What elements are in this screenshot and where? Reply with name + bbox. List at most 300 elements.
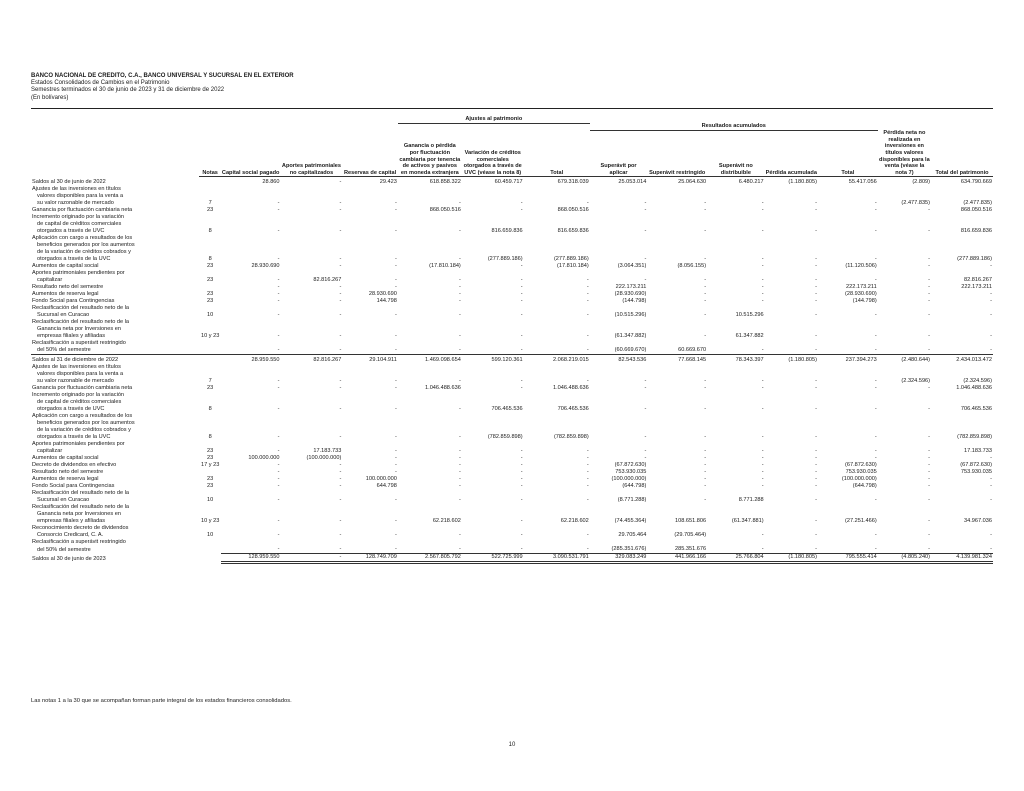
- cell-value: 644.798: [376, 483, 397, 490]
- cell-value: [931, 214, 993, 221]
- cell-value: [878, 249, 931, 256]
- cell-value: [281, 242, 343, 249]
- cell-value: [707, 364, 765, 371]
- cell-value: [878, 364, 931, 371]
- cell-value: 2.434.013.472: [931, 355, 993, 365]
- col-ganancia: Ganancia o pérdida por fluctuación cambiaria por tenencia de activos y pasivos en moneda extranjera: [398, 130, 462, 177]
- cell-value: -: [761, 378, 764, 385]
- cell-value: [524, 319, 590, 326]
- cell-value: -: [277, 277, 280, 284]
- footnote: Las notas 1 a la 30 que se acompañan forman parte integral de los estados financieros consolidados.: [31, 698, 292, 704]
- cell-value: 28.959.550: [221, 355, 281, 365]
- cell-value: [707, 504, 765, 511]
- cell-value: [931, 319, 993, 326]
- cell-value: [818, 525, 878, 532]
- cell-value: -: [990, 532, 992, 539]
- cell-value: -: [644, 385, 647, 392]
- cell-value: [342, 427, 397, 434]
- cell-value: -: [761, 263, 764, 270]
- cell-value: [590, 242, 648, 249]
- cell-value: -: [277, 385, 280, 392]
- cell-value: [281, 193, 343, 200]
- cell-value: -: [707, 347, 765, 355]
- cell-value: [818, 420, 878, 427]
- cell-value: -: [761, 483, 764, 490]
- cell-value: (3.064.351): [617, 263, 647, 270]
- cell-value: -: [815, 207, 817, 214]
- cell-value: -: [524, 347, 590, 355]
- cell-value: [878, 511, 931, 518]
- row-note: 8: [208, 256, 212, 263]
- cell-value: [707, 319, 765, 326]
- cell-value: -: [586, 298, 589, 305]
- cell-value: [707, 242, 765, 249]
- row-note: [199, 525, 220, 532]
- cell-value: -: [458, 298, 461, 305]
- row-label: Ganancia por fluctuación cambiaria neta: [32, 207, 133, 214]
- cell-value: [707, 270, 765, 277]
- cell-value: (100.000.000): [306, 455, 342, 462]
- row-label: su valor razonable de mercado: [37, 378, 114, 385]
- cell-value: -: [761, 455, 764, 462]
- cell-value: [931, 371, 993, 378]
- cell-value: [765, 525, 818, 532]
- cell-value: [342, 305, 397, 312]
- cell-value: -: [990, 546, 992, 553]
- table-row: [31, 532, 993, 539]
- cell-value: -: [644, 200, 647, 207]
- row-note: 23: [207, 476, 214, 483]
- cell-value: -: [339, 228, 342, 235]
- cell-value: -: [704, 256, 707, 263]
- cell-value: 706.465.536: [491, 406, 523, 413]
- cell-value: [462, 420, 524, 427]
- cell-value: -: [339, 207, 342, 214]
- row-label: del 50% del semestre: [31, 347, 199, 355]
- cell-value: -: [394, 406, 397, 413]
- cell-value: [524, 193, 590, 200]
- cell-value: -: [761, 228, 764, 235]
- cell-value: [524, 214, 590, 221]
- cell-value: -: [281, 177, 343, 187]
- cell-value: -: [928, 385, 931, 392]
- cell-value: [707, 371, 765, 378]
- cell-value: [398, 525, 462, 532]
- cell-value: [878, 490, 931, 497]
- cell-value: [878, 326, 931, 333]
- cell-value: -: [704, 333, 707, 340]
- cell-value: 128.749.709: [342, 554, 397, 563]
- cell-value: [818, 186, 878, 193]
- cell-value: -: [928, 483, 931, 490]
- cell-value: -: [394, 312, 397, 319]
- cell-value: [524, 235, 590, 242]
- cell-value: -: [765, 347, 818, 355]
- cell-value: -: [342, 347, 397, 355]
- cell-value: [765, 340, 818, 347]
- cell-value: -: [931, 347, 993, 355]
- cell-value: -: [874, 207, 877, 214]
- table-row: [31, 448, 993, 455]
- cell-value: [878, 319, 931, 326]
- cell-value: -: [928, 497, 931, 504]
- cell-value: [590, 249, 648, 256]
- cell-value: [647, 525, 707, 532]
- cell-value: -: [586, 546, 589, 553]
- cell-value: 753.930.035: [960, 469, 992, 476]
- col-aportes: Aportes patrimoniales no capitalizados: [281, 130, 343, 177]
- cell-value: [931, 242, 993, 249]
- cell-value: -: [928, 277, 931, 284]
- row-label: Reclasificación del resultado neto de la: [32, 504, 130, 511]
- row-label: Incremento originado por la variación: [32, 392, 125, 399]
- cell-value: [342, 441, 397, 448]
- cell-value: -: [458, 532, 461, 539]
- cell-value: (67.872.630): [614, 462, 647, 469]
- cell-value: [462, 427, 524, 434]
- cell-value: [342, 326, 397, 333]
- cell-value: -: [520, 312, 523, 319]
- cell-value: -: [458, 476, 461, 483]
- cell-value: [398, 221, 462, 228]
- cell-value: (100.000.000): [611, 476, 647, 483]
- col-superavit-no-dist: Superávit no distribuible: [707, 130, 765, 177]
- cell-value: [590, 392, 648, 399]
- cell-value: (67.872.630): [845, 462, 877, 469]
- cell-value: [462, 186, 524, 193]
- cell-value: -: [644, 378, 647, 385]
- cell-value: [931, 420, 993, 427]
- cell-value: [281, 525, 343, 532]
- cell-value: -: [704, 291, 707, 298]
- cell-value: [221, 539, 281, 546]
- cell-value: [931, 249, 993, 256]
- cell-value: -: [815, 406, 817, 413]
- cell-value: [878, 193, 931, 200]
- cell-value: [281, 539, 343, 546]
- cell-value: 618.858.322: [398, 177, 462, 187]
- cell-value: [647, 235, 707, 242]
- cell-value: (74.455.364): [614, 518, 647, 525]
- cell-value: [524, 441, 590, 448]
- table-row: [31, 193, 993, 200]
- cell-value: [590, 525, 648, 532]
- cell-value: -: [586, 448, 589, 455]
- table-row: [31, 427, 993, 434]
- cell-value: -: [520, 263, 523, 270]
- table-row: [31, 200, 993, 207]
- cell-value: -: [398, 347, 462, 355]
- cell-value: [342, 490, 397, 497]
- row-label: empresas filiales y afiliadas: [37, 333, 106, 340]
- cell-value: [818, 371, 878, 378]
- cell-value: (27.251.466): [845, 518, 877, 525]
- cell-value: -: [277, 256, 280, 263]
- cell-value: -: [394, 263, 397, 270]
- cell-value: -: [339, 256, 342, 263]
- cell-value: -: [277, 333, 280, 340]
- cell-value: -: [815, 476, 817, 483]
- cell-value: [590, 305, 648, 312]
- cell-value: -: [339, 284, 342, 291]
- cell-value: [398, 235, 462, 242]
- cell-value: [765, 427, 818, 434]
- cell-value: [647, 186, 707, 193]
- cell-value: [221, 249, 281, 256]
- cell-value: (2.477.835): [963, 200, 992, 207]
- cell-value: [647, 399, 707, 406]
- cell-value: [281, 326, 343, 333]
- cell-value: 100.000.000: [248, 455, 280, 462]
- cell-value: [462, 539, 524, 546]
- row-note: 8: [208, 434, 212, 441]
- cell-value: [590, 319, 648, 326]
- cell-value: (2.477.835): [901, 200, 931, 207]
- cell-value: -: [761, 207, 764, 214]
- cell-value: [590, 539, 648, 546]
- cell-value: [524, 420, 590, 427]
- cell-value: [398, 441, 462, 448]
- cell-value: -: [586, 333, 589, 340]
- cell-value: [342, 364, 397, 371]
- cell-value: [707, 539, 765, 546]
- cell-value: 795.555.414: [818, 554, 878, 563]
- row-label: Sucursal en Curacao: [37, 497, 90, 504]
- cell-value: -: [928, 546, 931, 553]
- cell-value: 4.139.981.324: [931, 554, 993, 563]
- row-note: [199, 221, 220, 228]
- row-note: 23: [207, 298, 214, 305]
- cell-value: [647, 340, 707, 347]
- cell-value: (29.705.464): [674, 532, 707, 539]
- cell-value: -: [644, 256, 647, 263]
- table-row: [31, 221, 993, 228]
- table-row: [31, 476, 993, 483]
- cell-value: [281, 221, 343, 228]
- cell-value: (2.324.596): [901, 378, 931, 385]
- cell-value: -: [458, 483, 461, 490]
- cell-value: -: [928, 455, 931, 462]
- cell-value: -: [586, 455, 589, 462]
- cell-value: -: [990, 483, 992, 490]
- cell-value: -: [874, 434, 877, 441]
- cell-value: -: [928, 476, 931, 483]
- cell-value: -: [339, 298, 342, 305]
- cell-value: [462, 214, 524, 221]
- col-total-ajustes: Total: [524, 130, 590, 177]
- row-label: otorgados a través de UVC: [37, 406, 105, 413]
- cell-value: [462, 249, 524, 256]
- row-label: Reclasificación del resultado neto de la: [32, 490, 130, 497]
- cell-value: (144.798): [852, 298, 877, 305]
- cell-value: -: [928, 532, 931, 539]
- cell-value: [647, 392, 707, 399]
- row-note: 23: [207, 448, 214, 455]
- row-label: del 50% del semestre: [37, 546, 91, 553]
- cell-value: -: [874, 277, 877, 284]
- cell-value: -: [277, 200, 280, 207]
- cell-value: -: [520, 448, 523, 455]
- cell-value: 17.183.733: [313, 448, 342, 455]
- cell-value: 522.725.999: [462, 554, 524, 563]
- cell-value: -: [458, 284, 461, 291]
- cell-value: -: [462, 347, 524, 355]
- cell-value: [524, 427, 590, 434]
- cell-value: -: [339, 434, 342, 441]
- cell-value: -: [815, 378, 817, 385]
- cell-value: [647, 420, 707, 427]
- row-label: Reclasificación del resultado neto de la: [32, 305, 130, 312]
- cell-value: -: [928, 284, 931, 291]
- cell-value: -: [339, 462, 342, 469]
- cell-value: [707, 525, 765, 532]
- cell-value: [398, 364, 462, 371]
- cell-value: -: [277, 476, 280, 483]
- cell-value: [281, 270, 343, 277]
- table-row: [31, 504, 993, 511]
- row-label: otorgados a través de la UVC: [37, 434, 111, 441]
- table-row: [31, 483, 993, 490]
- cell-value: (1.180.805): [765, 554, 818, 563]
- cell-value: (4.805.240): [878, 554, 931, 563]
- cell-value: 8.771.288: [738, 497, 764, 504]
- cell-value: [342, 249, 397, 256]
- cell-value: [590, 427, 648, 434]
- row-note: [199, 392, 220, 399]
- cell-value: -: [874, 256, 877, 263]
- cell-value: [878, 441, 931, 448]
- cell-value: -: [704, 228, 707, 235]
- table-row: [31, 312, 993, 319]
- cell-value: [878, 214, 931, 221]
- cell-value: 329.083.249: [590, 554, 648, 563]
- cell-value: [281, 214, 343, 221]
- row-label: Fondo Social para Contingencias: [32, 483, 115, 490]
- cell-value: (100.000.000): [841, 476, 877, 483]
- table-row: [31, 263, 993, 270]
- table-row: [31, 270, 993, 277]
- cell-value: -: [761, 448, 764, 455]
- cell-value: -: [394, 207, 397, 214]
- cell-value: [590, 364, 648, 371]
- cell-value: -: [458, 200, 461, 207]
- cell-value: -: [761, 298, 764, 305]
- row-note: [199, 469, 220, 476]
- cell-value: [462, 399, 524, 406]
- cell-value: [524, 371, 590, 378]
- cell-value: [765, 305, 818, 312]
- cell-value: 128.959.550: [221, 554, 281, 563]
- cell-value: [342, 193, 397, 200]
- cell-value: -: [815, 298, 817, 305]
- row-note: [199, 371, 220, 378]
- cell-value: -: [815, 291, 817, 298]
- cell-value: [342, 340, 397, 347]
- cell-value: [524, 413, 590, 420]
- cell-value: 1.046.488.636: [553, 385, 589, 392]
- row-note: 7: [208, 378, 212, 385]
- table-row: [31, 455, 993, 462]
- cell-value: [931, 539, 993, 546]
- cell-value: [524, 539, 590, 546]
- cell-value: [462, 242, 524, 249]
- cell-value: -: [339, 312, 342, 319]
- cell-value: [342, 413, 397, 420]
- cell-value: [590, 504, 648, 511]
- row-note: [199, 546, 220, 554]
- table-row: [31, 378, 993, 385]
- cell-value: -: [394, 200, 397, 207]
- row-label: otorgados a través de UVC: [37, 228, 105, 235]
- cell-value: 753.930.035: [615, 469, 647, 476]
- cell-value: -: [815, 312, 817, 319]
- cell-value: -: [339, 263, 342, 270]
- cell-value: [462, 511, 524, 518]
- cell-value: -: [815, 385, 817, 392]
- row-label: Aplicación con cargo a resultados de los: [32, 235, 133, 242]
- cell-value: -: [928, 228, 931, 235]
- cell-value: [931, 511, 993, 518]
- cell-value: 62.218.602: [560, 518, 589, 525]
- cell-value: [931, 525, 993, 532]
- cell-value: 82.816.267: [964, 277, 992, 284]
- cell-value: (61.347.881): [731, 518, 764, 525]
- cell-value: [878, 392, 931, 399]
- cell-value: 1.046.488.636: [425, 385, 461, 392]
- cell-value: [221, 193, 281, 200]
- cell-value: -: [520, 532, 523, 539]
- cell-value: 78.343.397: [707, 355, 765, 365]
- cell-value: -: [586, 200, 589, 207]
- cell-value: [647, 242, 707, 249]
- cell-value: [462, 441, 524, 448]
- row-note: 10: [207, 532, 214, 539]
- cell-value: -: [815, 333, 817, 340]
- cell-value: -: [704, 462, 707, 469]
- cell-value: -: [586, 476, 589, 483]
- table-row: [31, 462, 993, 469]
- cell-value: (2.809): [878, 177, 931, 187]
- cell-value: 868.050.516: [960, 207, 992, 214]
- cell-value: 222.173.211: [961, 284, 992, 291]
- row-note: 23: [207, 385, 214, 392]
- table-row: [31, 291, 993, 298]
- cell-value: (17.810.184): [557, 263, 589, 270]
- cell-value: [342, 235, 397, 242]
- cell-value: -: [704, 476, 707, 483]
- cell-value: -: [281, 347, 343, 355]
- cell-value: [398, 420, 462, 427]
- cell-value: [647, 504, 707, 511]
- cell-value: [398, 270, 462, 277]
- cell-value: -: [815, 497, 817, 504]
- cell-value: [707, 186, 765, 193]
- cell-value: [221, 420, 281, 427]
- cell-value: [221, 371, 281, 378]
- cell-value: -: [520, 385, 523, 392]
- row-note: 23: [207, 291, 214, 298]
- cell-value: -: [874, 546, 877, 553]
- cell-value: [281, 371, 343, 378]
- cell-value: [818, 413, 878, 420]
- cell-value: 60.459.717: [462, 177, 524, 187]
- row-label: de la variación de créditos cobrados y: [37, 249, 131, 256]
- cell-value: [281, 511, 343, 518]
- cell-value: [647, 214, 707, 221]
- cell-value: 679.318.039: [524, 177, 590, 187]
- row-note: [199, 186, 220, 193]
- cell-value: [281, 504, 343, 511]
